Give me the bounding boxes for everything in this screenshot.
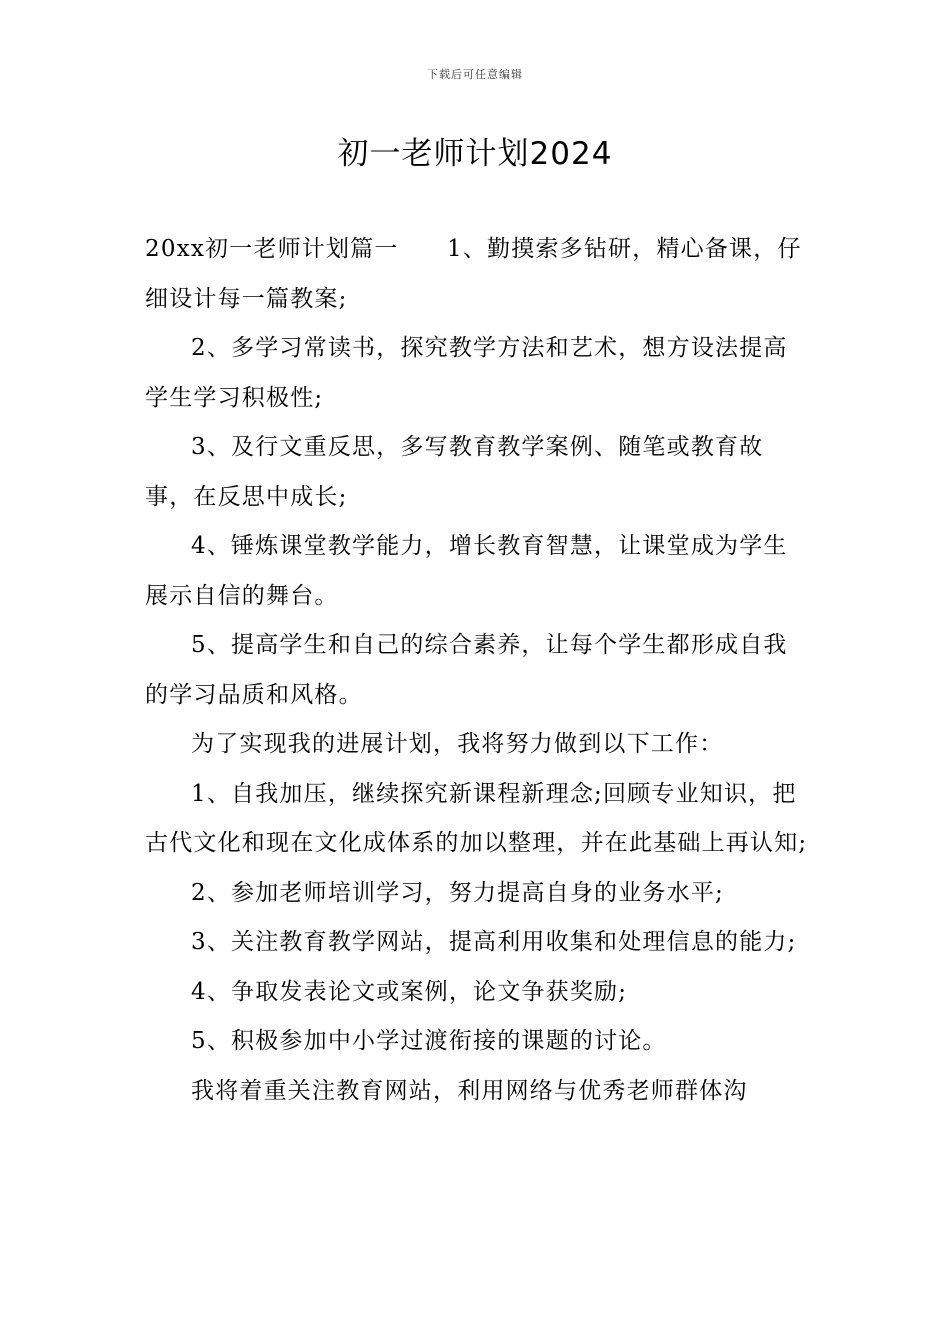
paragraph: 为了实现我的进展计划，我将努力做到以下工作：	[191, 731, 724, 757]
paragraph: 20xx初一老师计划篇一 1、勤摸索多钻研，精心备课，仔细设计每一篇教案;	[145, 236, 802, 312]
paragraph: 5、提高学生和自己的综合素养，让每个学生都形成自我的学习品质和风格。	[145, 632, 788, 708]
paragraph: 5、积极参加中小学过渡衔接的课题的讨论。	[191, 1028, 667, 1054]
document-title: 初一老师计划2024	[337, 136, 613, 172]
paragraph: 4、争取发表论文或案例，论文争获奖励;	[191, 978, 628, 1005]
paragraph: 我将着重关注教育网站，利用网络与优秀老师群体沟	[191, 1077, 748, 1104]
paragraph: 2、参加老师培训学习，努力提高自身的业务水平;	[191, 879, 724, 906]
paragraph: 3、关注教育教学网站，提高利用收集和处理信息的能力;	[191, 929, 797, 955]
header-note: 下载后可任意编辑	[427, 68, 523, 81]
document-body	[145, 225, 810, 1116]
paragraph: 3、及行文重反思，多写教育教学案例、随笔或教育故事，在反思中成长;	[145, 434, 764, 510]
paragraph: 1、自我加压，继续探究新课程新理念;回顾专业知识，把古代文化和现在文化成体系的加以整理，并在此基础上再认知;	[145, 780, 808, 856]
paragraph: 4、锤炼课堂教学能力，增长教育智慧，让课堂成为学生展示自信的舞台。	[145, 533, 788, 609]
paragraph: 2、多学习常读书，探究教学方法和艺术，想方设法提高学生学习积极性;	[145, 335, 788, 411]
